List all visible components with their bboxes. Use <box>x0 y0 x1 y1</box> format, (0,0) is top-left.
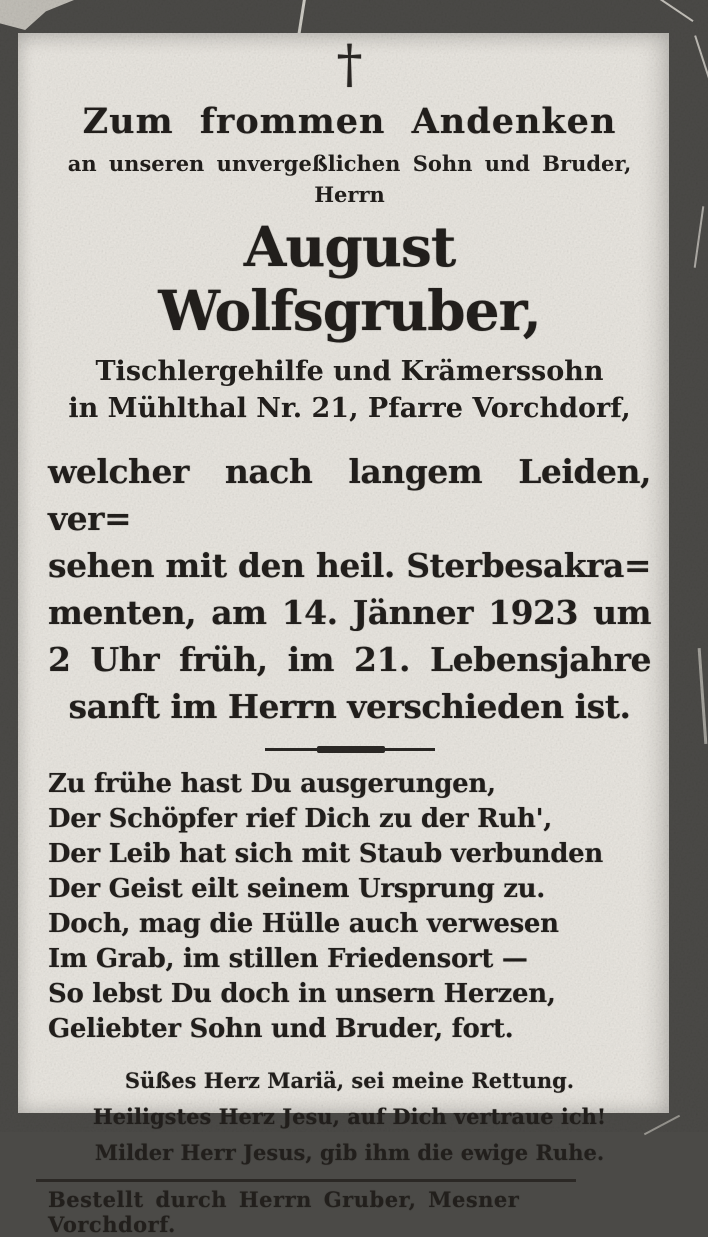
section-divider <box>265 746 435 753</box>
poem-line: So lebst Du doch in unsern Herzen, <box>48 979 556 1009</box>
memorial-subtitle: an unseren unvergeßlichen Sohn und Bruder, <box>67 151 632 176</box>
poem-line: Zu frühe hast Du ausgerungen, <box>48 769 496 799</box>
memorial-card-paper <box>18 33 669 1237</box>
poem-line: Im Grab, im stillen Friedensort — <box>48 944 528 974</box>
prayer-line: Süßes Herz Mariä, sei meine Rettung. <box>124 1068 575 1093</box>
footer-credit: Bestellt durch Herrn Gruber, Mesner Vorchdorf. <box>48 1187 520 1237</box>
poem-line: Der Geist eilt seinem Ursprung zu. <box>48 874 546 904</box>
obituary-line: menten, am 14. Jänner 1923 um <box>48 593 651 632</box>
frame-crack-top-right-2 <box>694 35 708 96</box>
cross-icon: † <box>336 35 363 95</box>
footer-rule <box>36 1179 576 1182</box>
prayer-line: Milder Herr Jesus, gib ihm die ewige Ruhe. <box>94 1140 605 1165</box>
poem-line: Doch, mag die Hülle auch verwesen <box>48 909 559 939</box>
deceased-occupation: Tischlergehilfe und Krämerssohn <box>95 356 604 387</box>
frame-chip-top-left <box>0 0 74 30</box>
salutation: Herrn <box>314 182 385 207</box>
frame-crack-top-right-1 <box>644 0 693 22</box>
poem-line: Geliebter Sohn und Bruder, fort. <box>48 1014 514 1044</box>
obituary-line: sanft im Herrn verschieden ist. <box>68 687 631 726</box>
memorial-poem <box>48 767 651 1047</box>
deceased-residence: in Mühlthal Nr. 21, Pfarre Vorchdorf, <box>68 393 631 424</box>
deceased-name: August Wolfsgruber, <box>158 214 541 343</box>
obituary-line: sehen mit den heil. Sterbesakra= <box>48 546 651 585</box>
frame-scratch-right-1 <box>694 206 705 268</box>
obituary-line: welcher nach langem Leiden, ver= <box>48 452 651 538</box>
divider-thick-rule <box>317 746 385 753</box>
prayer-line: Heiligstes Herz Jesu, auf Dich vertraue ich! <box>92 1104 607 1129</box>
obituary-line: 2 Uhr früh, im 21. Lebensjahre <box>48 640 651 679</box>
memorial-title: Zum frommen Andenken <box>82 101 617 142</box>
poem-line: Der Leib hat sich mit Staub verbunden <box>48 839 603 869</box>
prayer-invocations <box>48 1063 651 1171</box>
obituary-paragraph <box>48 448 651 730</box>
frame-scratch-right-2 <box>698 648 708 744</box>
poem-line: Der Schöpfer rief Dich zu der Ruh', <box>48 804 553 834</box>
